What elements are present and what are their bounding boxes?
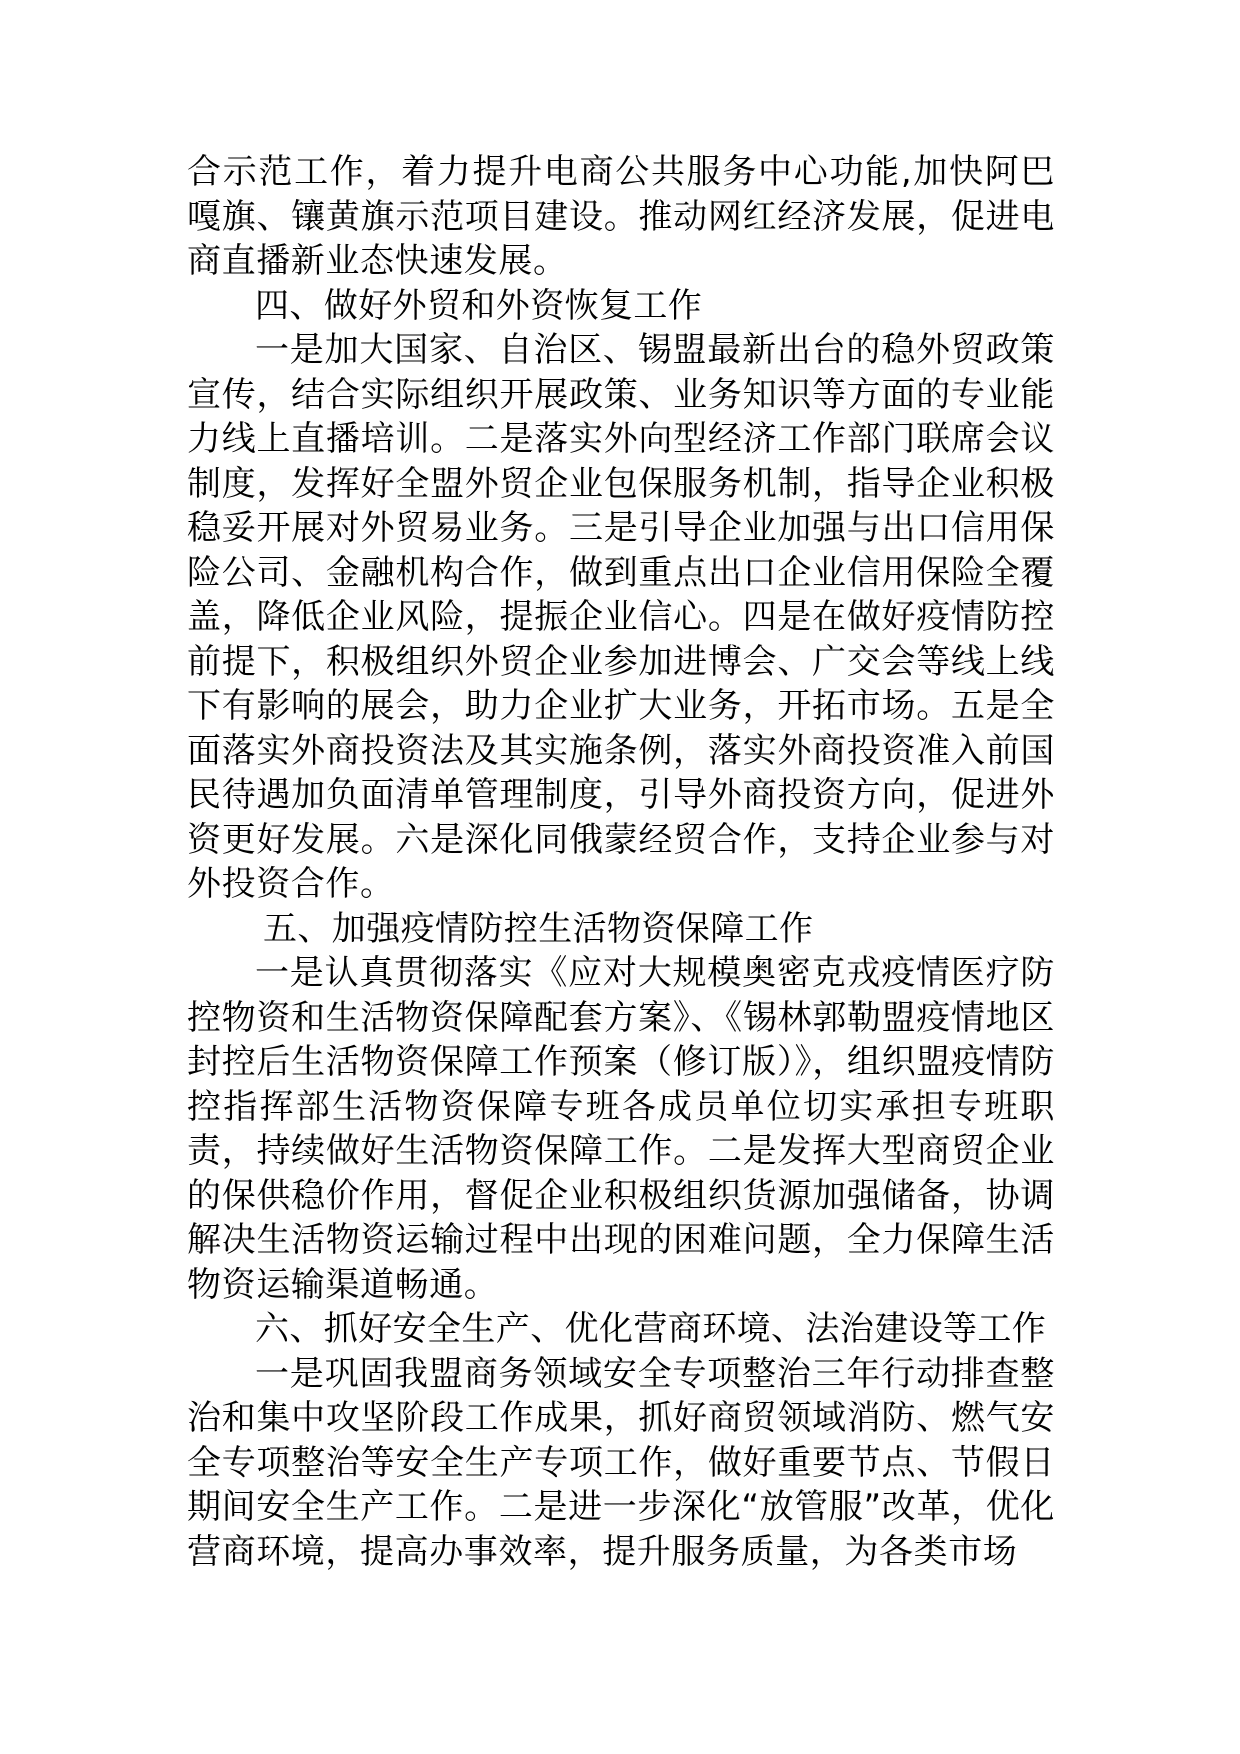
document-body: [187, 150, 1055, 1574]
paragraph-supplies: 一是认真贯彻落实《应对大规模奥密克戎疫情医疗防控物资和生活物资保障配套方案》、《锡林郭勒盟疫情地区封控后生活物资保障工作预案（修订版）》，组织盟疫情防控指挥部生活物资保障专班各成员单位切实承担专班职责，持续做好生活物资保障工作。二是发挥大型商贸企业的保供稳价作用，督促企业积极组织货源加强储备，协调解决生活物资运输过程中出现的困难问题，全力保障生活物资运输渠道畅通。: [187, 953, 1055, 1305]
section-heading-supplies: 五、加强疫情防控生活物资保障工作: [263, 908, 814, 949]
paragraph-continuation: 合示范工作，着力提升电商公共服务中心功能,加快阿巴嘎旗、镶黄旗示范项目建设。推动网红经济发展，促进电商直播新业态快速发展。: [187, 152, 1055, 281]
paragraph-safety: 一是巩固我盟商务领域安全专项整治三年行动排查整治和集中攻坚阶段工作成果，抓好商贸领域消防、燃气安全专项整治等安全生产专项工作，做好重要节点、节假日期间安全生产工作。二是进一步深化“放管服”改革，优化营商环境，提高办事效率，提升服务质量，为各类市场: [187, 1353, 1055, 1572]
section-heading-foreign-trade: 四、做好外贸和外资恢复工作: [255, 285, 703, 326]
section-heading-safety: 六、抓好安全生产、优化营商环境、法治建设等工作: [255, 1309, 1047, 1349]
paragraph-foreign-trade: 一是加大国家、自治区、锡盟最新出台的稳外贸政策宣传，结合实际组织开展政策、业务知识等方面的专业能力线上直播培训。二是落实外向型经济工作部门联席会议制度，发挥好全盟外贸企业包保服务机制，指导企业积极稳妥开展对外贸易业务。三是引导企业加强与出口信用保险公司、金融机构合作，做到重点出口企业信用保险全覆盖，降低企业风险，提振企业信心。四是在做好疫情防控前提下，积极组织外贸企业参加进博会、广交会等线上线下有影响的展会，助力企业扩大业务，开拓市场。五是全面落实外商投资法及其实施条例，落实外商投资准入前国民待遇加负面清单管理制度，引导外商投资方向，促进外资更好发展。六是深化同俄蒙经贸合作，支持企业参与对外投资合作。: [187, 330, 1055, 904]
